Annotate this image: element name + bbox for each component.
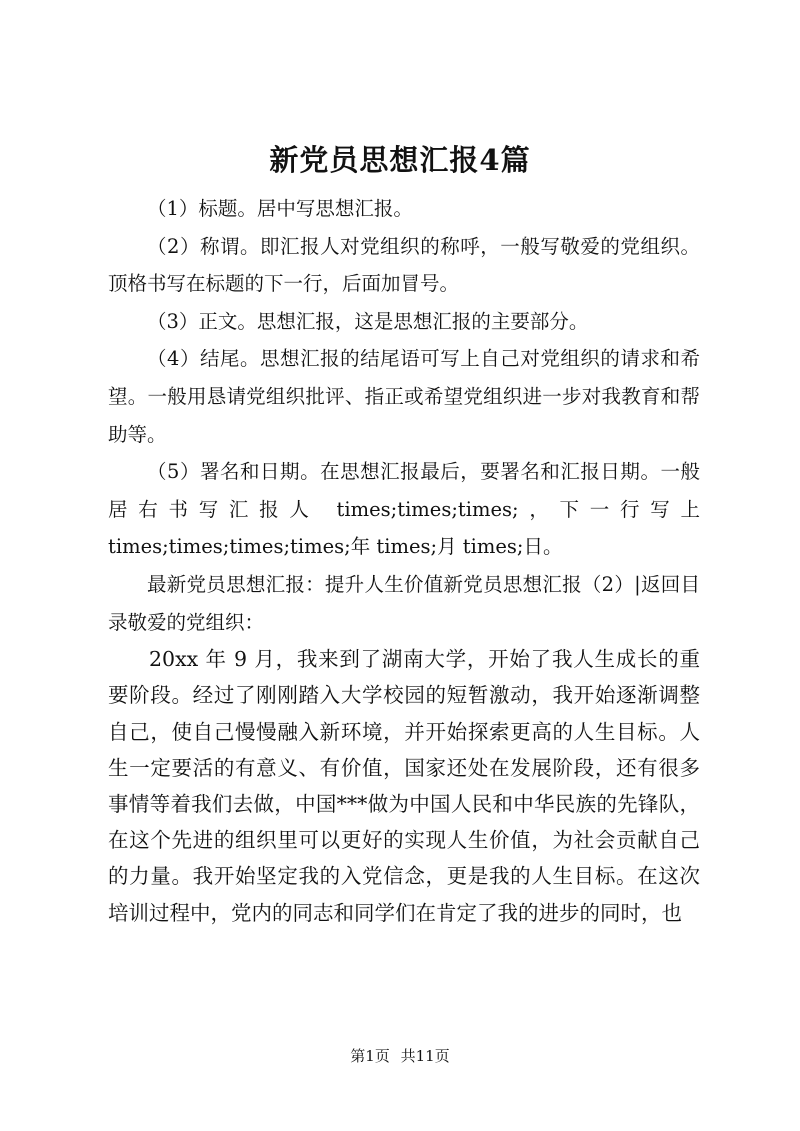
paragraph-title-rule: （1）标题。居中写思想汇报。 <box>147 197 413 220</box>
paragraph-signature-rule: （5）署名和日期。在思想汇报最后，要署名和汇报日期。一般居右书写汇报人 times;times;times;，下一行写上 times;times;times;times;年 times;月 times;日。 <box>108 460 700 559</box>
page-total: 共11页 <box>400 1047 450 1065</box>
paragraph-section-heading: 最新党员思想汇报：提升人生价值新党员思想汇报（2）|返回目录敬爱的党组织： <box>108 572 700 634</box>
document-title: 新党员思想汇报4篇 <box>269 143 531 177</box>
paragraph-body-rule: （3）正文。思想汇报，这是思想汇报的主要部分。 <box>147 309 589 333</box>
paragraph-salutation-rule: （2）称谓。即汇报人对党组织的称呼，一般写敬爱的党组织。顶格书写在标题的下一行，后面加冒号。 <box>108 234 700 296</box>
paragraph-report-body: 20xx 年 9 月，我来到了湖南大学，开始了我人生成长的重要阶段。经过了刚刚踏入大学校园的短暂激动，我开始逐渐调整自己，使自己慢慢融入新环境，并开始探索更高的人生目标。人生一定要活的有意义、有价值，国家还处在发展阶段，还有很多事情等着我们去做，中国***做为中国人民和中华民族的先锋队，在这个先进的组织里可以更好的实现人生价值，为社会贡献自己的力量。我开始坚定我的入党信念，更是我的人生目标。在这次培训过程中，党内的同志和同学们在肯定了我的进步的同时，也 <box>108 647 700 925</box>
page-number: 第1页 <box>350 1047 390 1065</box>
page-footer <box>0 1046 800 1066</box>
document-body <box>108 190 700 931</box>
paragraph-ending-rule: （4）结尾。思想汇报的结尾语可写上自己对党组织的请求和希望。一般用恳请党组织批评、指正或希望党组织进一步对我教育和帮助等。 <box>108 347 700 446</box>
